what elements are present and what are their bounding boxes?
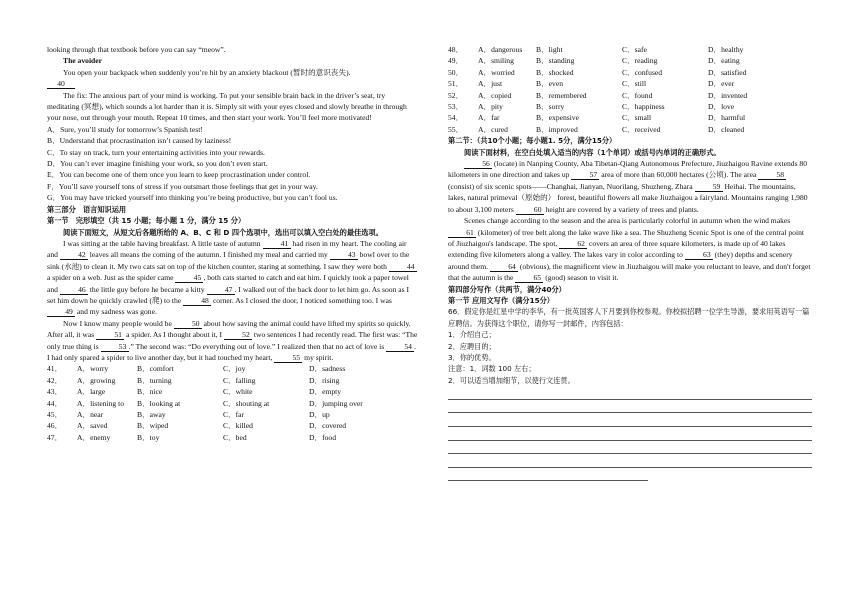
blank-62[interactable]: 62 — [559, 239, 587, 249]
option-row-51: 51． A．just B．even C．still D．ever — [448, 79, 735, 89]
cloze-paragraph-1: I was sitting at the table having breakfast. A little taste of autumn 41 had risen in my heart. The cooling air and 42 leaves all means the coming of the autumn. I finished my meal and carried my 43 bowl over to the sink (水池) to clean it. My two cats sat on top of the kitchen counter, staring at something. I saw they were both 44 a spider on a web. Just as the spider came 45 , both cats started to catch and eat him. I quickly took a paper towel and 46 the little guy before he became a kitty 47 . I walked out of the back door to let him go. As soon as I set him down he quickly crawled (爬) to the 48 corner. As I closed the door, I noticed something too. I was 49 and my sadness was gone. — [47, 238, 419, 318]
blank-55[interactable]: 55 — [274, 353, 302, 363]
section1-instructions: 阅读下面短文，从短文后各题所给的 A、B、C 和 D 四个选项中，选出可以填入空白处的最佳选项。 — [63, 227, 383, 237]
left-column — [47, 44, 419, 443]
fix-paragraph: The fix: The anxious part of your mind is working. To put your sensible brain back in the driver’s seat, try meditating (冥想), which sounds a lot harder than it is. Simply sit with your eyes closed and slowly breathe in through your nose, out through your mouth. Repeat 10 times, and then start your work. You’ll feel more motivated! — [47, 90, 407, 123]
blank-51[interactable]: 51 — [96, 330, 124, 340]
note-2: 2．可以适当增加细节，以使行文连贯。 — [448, 375, 575, 385]
blank-64[interactable]: 64 — [490, 262, 518, 272]
option-row-55: 55． A．cured B．improved C．received D．cleaned — [448, 124, 745, 134]
option-row-54: 54． A．far B．expensive C．small D．harmful — [448, 113, 746, 123]
option-row-46: 46． A．saved B．wiped C．killed D．covered — [47, 421, 347, 431]
part4-title: 第四部分写作（共两节，满分40分） — [448, 284, 566, 294]
writing-section-title: 第一节 应用文写作（满分15分） — [448, 295, 554, 305]
option-row-52: 52． A．copied B．remembered C．found D．invented — [448, 90, 748, 100]
option-row-50: 50． A．worried B．shocked C．confused D．satisfied — [448, 67, 747, 77]
writing-line[interactable] — [448, 413, 812, 427]
blank-40[interactable]: 40 — [47, 79, 75, 89]
option-row-47: 47． A．enemy B．toy C．bed D．food — [47, 432, 336, 442]
choice-c: C．To stay on track, turn your entertaining activities into your rewards. — [47, 147, 265, 157]
writing-line[interactable] — [448, 468, 648, 482]
choice-f: F．You’ll save yourself tons of stress if you outsmart those feelings that get in your way. — [47, 181, 318, 191]
blank-53[interactable]: 53 — [101, 342, 129, 352]
option-row-53: 53． A．pity B．sorry C．happiness D．love — [448, 102, 735, 112]
blank-61[interactable]: 61 — [448, 228, 476, 238]
option-row-45: 45． A．near B．away C．far D．up — [47, 410, 330, 419]
choice-d: D．You can’t ever imagine finishing your work, so you don’t even start. — [47, 159, 268, 169]
choice-g: G．You may have tricked yourself into thinking you’re being productive, but you can’t fool us. — [47, 193, 338, 203]
avoider-title: The avoider — [63, 56, 103, 66]
q66-item-3: 3．你的优势。 — [448, 352, 496, 362]
blank-57[interactable]: 57 — [571, 170, 599, 180]
section1-title: 第一节 完形填空（共 15 小题；每小题 1 分，满分 15 分） — [47, 216, 246, 226]
cloze-paragraph-2: Now I know many people would be 50 about how saving the animal could have lifted my spirits so quickly. After all, it was 51 a spider. As I thought about it, I 52 two sentences I had recently read. The first was: “The only true thing is 53 .” The second was: “Do everything out of love.” I realized then that no act of love is 54 . I had only spared a spider to live another day, but it had touched my heart, 55 my spirit. — [47, 318, 418, 362]
option-row-42: 42． A．growing B．turning C．falling D．rising — [47, 375, 340, 385]
options-48-55 — [448, 44, 812, 135]
blank-50[interactable]: 50 — [174, 319, 202, 329]
writing-line[interactable] — [448, 441, 812, 455]
blank-52[interactable]: 52 — [224, 330, 252, 340]
avoider-paragraph: You open your backpack when suddenly you’re hit by an anxiety blackout (暂时的意识丧失). — [63, 67, 351, 77]
option-row-44: 44． A．listening to B．looking at C．shouting at D．jumping over — [47, 398, 363, 408]
blank-41[interactable]: 41 — [263, 239, 291, 249]
blank-40-line — [47, 78, 419, 89]
option-row-41: 41． A．worry B．comfort C．joy D．sadness — [47, 364, 346, 374]
choice-a: A．Sure, you’ll study for tomorrow’s Spanish test! — [47, 124, 203, 134]
writing-line[interactable] — [448, 386, 812, 400]
blank-45[interactable]: 45 — [175, 273, 203, 283]
q66-item-2: 2．应聘目的； — [448, 341, 496, 351]
choice-b: B．Understand that procrastination isn’t caused by laziness! — [47, 136, 232, 146]
choice-e: E．You can become one of them once you learn to keep procrastination under control. — [47, 170, 311, 180]
blank-63[interactable]: 63 — [685, 250, 713, 260]
writing-line[interactable] — [448, 400, 812, 414]
options-41-47 — [47, 363, 419, 443]
blank-43[interactable]: 43 — [330, 250, 358, 260]
blank-60[interactable]: 60 — [516, 205, 544, 215]
question-66: 66．假定你是红星中学的李华，有一批英国客人下月要到你校参观。你校拟招聘一位学生导游，要求用英语写一篇应聘信。为获得这个职位，请你写一封邮件，内容包括： — [448, 307, 810, 328]
blank-65[interactable]: 65 — [515, 273, 543, 283]
blank-42[interactable]: 42 — [60, 250, 88, 260]
part3-title: 第三部分 语言知识运用 — [47, 204, 127, 214]
writing-line[interactable] — [448, 454, 812, 468]
writing-area[interactable] — [448, 386, 812, 481]
grammar-paragraph-1: 56 (locate) in Nanping County, Aba Tibetan-Qiang Autonomous Prefecture, Jiuzhaigou Ravine extends 80 kilometers in one direction and takes up 57 area of more than 60,000 hectares (公顷). The area 58 (consist) of six scenic spots——Changhai, Jianyan, Nuorilang, Shuzheng, Zhara 59 Heihai. The mountains, lakes, natural primeval（原始的） forest, beautiful flowers all make Jiuzhaigou a fairyland. Mountains ranging 1,980 to about 3,100 meters 60 height are covered by a variety of trees and plants. — [448, 159, 808, 214]
option-row-49: 49． A．smiling B．standing C．reading D．eating — [448, 56, 740, 66]
blank-54[interactable]: 54 — [386, 342, 414, 352]
note-1: 注意：1．词数 100 左右； — [448, 364, 536, 374]
blank-47[interactable]: 47 — [207, 285, 235, 295]
writing-line[interactable] — [448, 427, 812, 441]
grammar-paragraph-2: Scenes change according to the season and the area is particularly colorful in autumn when the wind makes 61 (kilometer) of tree belt along the lake wave like a sea. The Shuzheng Scenic Spot is one of the central point of Jiuzhaigou's landscape. The spot, 62 covers an area of three square kilometers, is made up of 40 lakes extending five kilometers along a valley. The lakes vary in color according to 63 (they) depths and scenery around them. 64 (obvious), the magnificent view in Jiuzhaigou will make you reluctant to leave, and don't forget that the autumn is the 65 (good) season to visit it. — [448, 216, 811, 283]
blank-56[interactable]: 56 — [464, 159, 492, 169]
section2-title: 第二节：（共10个小题；每小题1. 5分，满分15分） — [448, 136, 617, 146]
blank-46[interactable]: 46 — [60, 285, 88, 295]
blank-58[interactable]: 58 — [758, 170, 786, 180]
option-row-43: 43． A．large B．nice C．white D．empty — [47, 387, 342, 397]
q66-item-1: 1．介绍自己； — [448, 330, 496, 340]
intro-tail: looking through that textbook before you can say “meow”. — [47, 45, 226, 54]
blank-49[interactable]: 49 — [47, 307, 75, 317]
blank-48[interactable]: 48 — [183, 296, 211, 306]
blank-44[interactable]: 44 — [389, 262, 417, 272]
option-row-48: 48． A．dangerous B．light C．safe D．healthy — [448, 45, 744, 54]
section2-instructions: 阅读下面材料，在空白处填入适当的内容（1个单词）或括号内单词的正确形式。 — [464, 147, 721, 157]
right-column — [448, 44, 812, 481]
blank-59[interactable]: 59 — [695, 182, 723, 192]
